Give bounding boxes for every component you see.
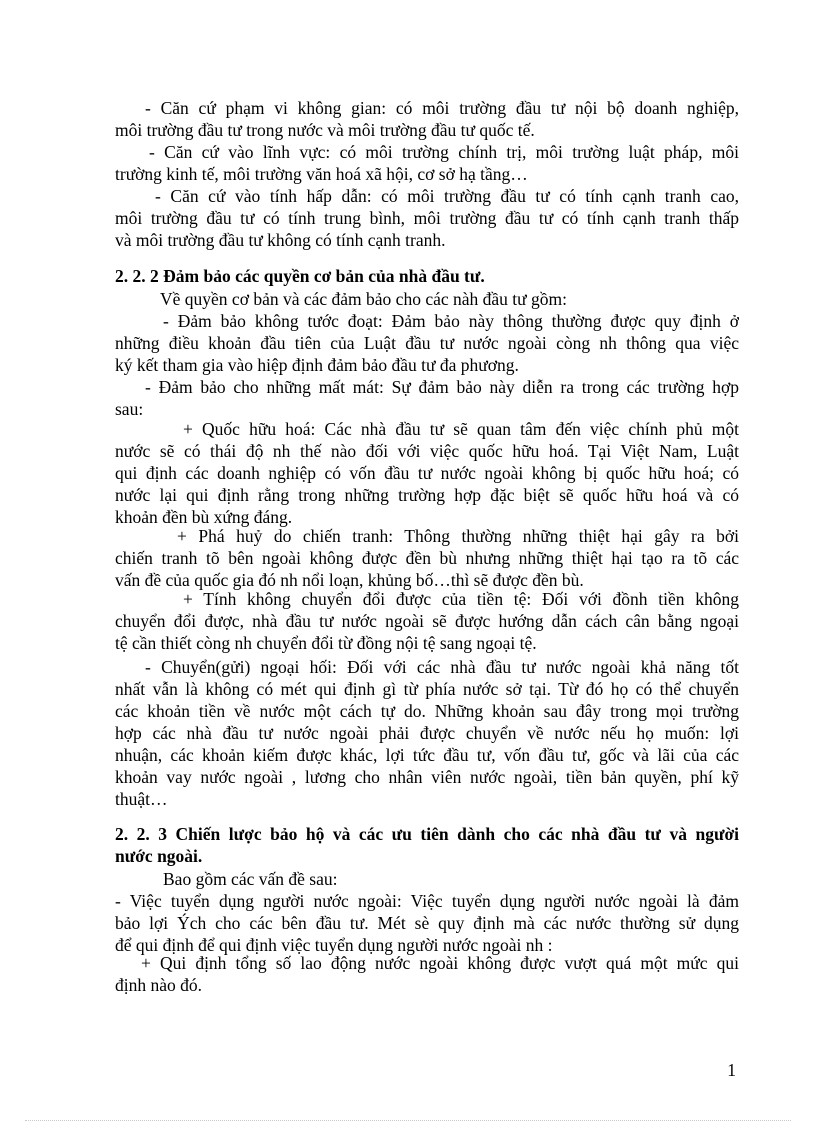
page-bottom-rule bbox=[25, 1120, 791, 1121]
text-line: khoản vay nước ngoài , lương cho nhân viên nước ngoài, tiền bản quyền, phí kỹ bbox=[115, 767, 739, 787]
text-line: + Qui định tổng số lao động nước ngoài không được vượt quá một mức qui bbox=[141, 953, 739, 973]
section-intro bbox=[115, 288, 739, 310]
text-line: - Căn cứ vào tính hấp dẫn: có môi trường đầu tư có tính cạnh tranh cao, bbox=[155, 186, 739, 206]
text-line: để qui định để qui định việc tuyển dụng người nước ngoài nh : bbox=[115, 935, 553, 955]
section-heading-2-2-3 bbox=[115, 823, 739, 867]
section-intro bbox=[115, 868, 739, 890]
text-line: sau: bbox=[115, 399, 144, 419]
text-line: qui định các doanh nghiệp có vốn đầu tư nước ngoài không bị quốc hữu hoá; có bbox=[115, 463, 739, 483]
paragraph-war-damage bbox=[115, 525, 739, 591]
text-line: vấn đề của quốc gia đó nh nổi loạn, khủng bố…thì sẽ được đền bù. bbox=[115, 570, 584, 590]
text-line: tệ cần thiết còng nh chuyển đổi từ đồng nội tệ sang ngoại tệ. bbox=[115, 633, 537, 653]
heading-line: nước ngoài. bbox=[115, 846, 203, 866]
text-line: chiến tranh tõ bên ngoài không được đền bù nhưng những thiệt hại tạo ra tõ các bbox=[115, 548, 739, 568]
paragraph-foreign-exchange-transfer bbox=[115, 656, 739, 810]
text-line: - Đảm bảo cho những mất mát: Sự đảm bảo này diễn ra trong các trường hợp bbox=[145, 377, 739, 397]
text-line: - Căn cứ phạm vi không gian: có môi trường đầu tư nội bộ doanh nghiệp, bbox=[145, 98, 739, 118]
text-line: nhuận, các khoản kiếm được khác, lợi tức đầu tư, vốn đầu tư, gốc và lãi của các bbox=[115, 745, 739, 765]
text-line: khoản đền bù xứng đáng. bbox=[115, 507, 293, 527]
text-line: nước sẽ có thái độ nh thế nào đối với việc quốc hữu hoá. Tại Việt Nam, Luật bbox=[115, 441, 739, 461]
text-line: môi trường đầu tư trong nước và môi trường đầu tư quốc tế. bbox=[115, 120, 535, 140]
paragraph-labor-limit bbox=[115, 952, 739, 996]
text-line: những điều khoản đầu tiên của Luật đầu tư nước ngoài còng nh thông qua việc bbox=[115, 333, 739, 353]
text-line: nhất vẫn là không có mét qui định gì từ phía nước sở tại. Từ đó họ có thể chuyển bbox=[115, 679, 739, 699]
paragraph-no-expropriation bbox=[115, 310, 739, 376]
paragraph-field-basis bbox=[115, 141, 739, 185]
page-number: 1 bbox=[727, 1060, 736, 1080]
text-line: - Việc tuyển dụng người nước ngoài: Việc tuyển dụng người nước ngoài là đảm bbox=[115, 891, 739, 911]
text-line: các khoản tiền về nước một cách tự do. Những khoản sau đây trong mọi trường bbox=[115, 701, 739, 721]
section-heading-2-2-2: 2. 2. 2 Đảm bảo các quyền cơ bản của nhà đầu tư. bbox=[115, 266, 485, 286]
text-line: + Tính không chuyển đổi được của tiền tệ: Đối với đồnh tiền không bbox=[183, 589, 739, 609]
text-line: nước lại qui định rằng trong những trường hợp đặc biệt sẽ quốc hữu hoá và có bbox=[115, 485, 739, 505]
text-line: ký kết tham gia vào hiệp định đảm bảo đầu tư đa phương. bbox=[115, 355, 519, 375]
heading-line: 2. 2. 3 Chiến lược bảo hộ và các ưu tiên dành cho các nhà đầu tư và người bbox=[115, 824, 739, 844]
text-line: bảo lợi Ých cho các bên đầu tư. Mét sè quy định mà các nước thường sử dụng bbox=[115, 913, 739, 933]
text-line: và môi trường đầu tư không có tính cạnh tranh. bbox=[115, 230, 446, 250]
text-line: Bao gồm các vấn đề sau: bbox=[163, 869, 338, 889]
text-line: trường kinh tế, môi trường văn hoá xã hội, cơ sở hạ tầng… bbox=[115, 164, 528, 184]
paragraph-foreign-recruitment bbox=[115, 890, 739, 956]
text-line: môi trường đầu tư có tính trung bình, môi trường đầu tư có tính cạnh tranh thấp bbox=[115, 208, 739, 228]
text-line: hợp các nhà đầu tư nước ngoài phải được chuyển về nước nếu họ muốn: lợi bbox=[115, 723, 739, 743]
text-line: + Quốc hữu hoá: Các nhà đầu tư sẽ quan tâm đến việc chính phủ một bbox=[183, 419, 739, 439]
text-line: thuật… bbox=[115, 789, 168, 809]
text-line: - Chuyển(gửi) ngoại hối: Đối với các nhà đầu tư nước ngoài khả năng tốt bbox=[145, 657, 739, 677]
paragraph-nationalization bbox=[115, 418, 739, 528]
text-line: - Căn cứ vào lĩnh vực: có môi trường chính trị, môi trường luật pháp, môi bbox=[149, 142, 739, 162]
text-line: + Phá huỷ do chiến tranh: Thông thường những thiệt hại gây ra bởi bbox=[177, 526, 739, 546]
text-line: Về quyền cơ bản và các đảm bảo cho các nàh đầu tư gồm: bbox=[160, 289, 567, 309]
paragraph-loss-guarantee bbox=[115, 376, 739, 420]
paragraph-attractiveness-basis bbox=[115, 185, 739, 251]
paragraph-currency-convertibility bbox=[115, 588, 739, 654]
paragraph-space-basis bbox=[115, 97, 739, 141]
text-line: - Đảm bảo không tước đoạt: Đảm bảo này thông thường được quy định ở bbox=[163, 311, 739, 331]
text-line: chuyển đổi được, nhà đầu tư nước ngoài sẽ được hướng dẫn cách cân bằng ngoại bbox=[115, 611, 739, 631]
text-line: định nào đó. bbox=[115, 975, 203, 995]
